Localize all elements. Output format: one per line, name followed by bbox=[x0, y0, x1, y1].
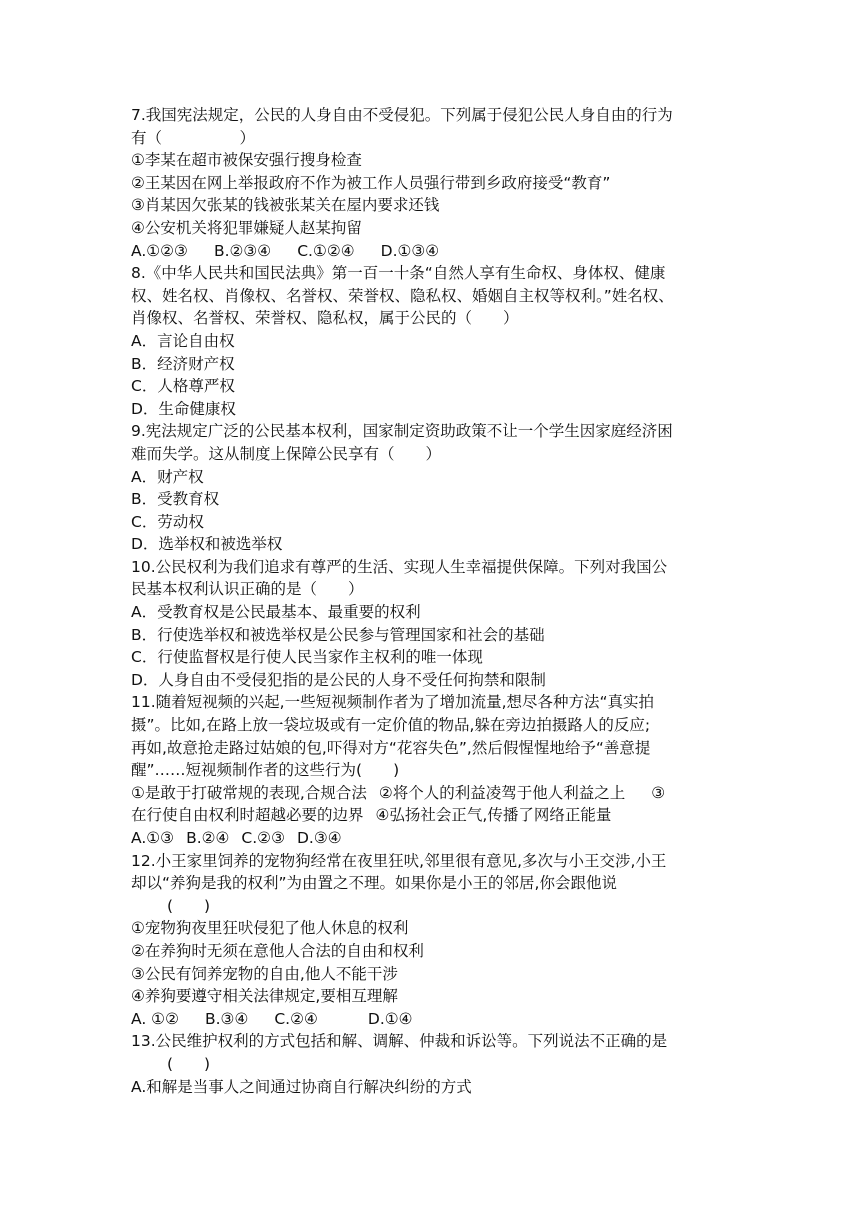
question-7-item: ①李某在超市被保安强行搜身检查 bbox=[131, 151, 362, 170]
option-a: A．受教育权是公民最基本、最重要的权利 bbox=[131, 603, 421, 622]
question-12-item: ③公民有饲养宠物的自由,他人不能干涉 bbox=[131, 964, 398, 983]
question-9-stem: 难而失学。这从制度上保障公民享有（ ） bbox=[131, 444, 442, 463]
option-b: B.③④ bbox=[204, 1009, 249, 1028]
option-b: B．行使选举权和被选举权是公民参与管理国家和社会的基础 bbox=[131, 625, 545, 644]
option-b: B．受教育权 bbox=[131, 490, 220, 509]
item-3: 在行使自由权利时超越必要的边界 bbox=[131, 806, 364, 825]
question-7 bbox=[131, 104, 731, 262]
question-10-stem: 10.公民权利为我们追求有尊严的生活、实现人生幸福提供保障。下列对我国公 bbox=[131, 557, 668, 576]
question-12-item: ②在养狗时无须在意他人合法的自由和权利 bbox=[131, 941, 424, 960]
option-c: C．劳动权 bbox=[131, 512, 204, 531]
question-12-stem bbox=[131, 895, 731, 918]
option-a: A.和解是当事人之间通过协商自行解决纠纷的方式 bbox=[131, 1077, 472, 1096]
option-a: A．言论自由权 bbox=[131, 331, 235, 350]
question-7-item: ②王某因在网上举报政府不作为被工作人员强行带到乡政府接受“教育” bbox=[131, 173, 611, 192]
option-a: A.①②③ bbox=[131, 241, 188, 260]
question-12-options bbox=[131, 1008, 731, 1031]
question-9 bbox=[131, 420, 731, 556]
question-9-stem: 9.宪法规定广泛的公民基本权利，国家制定资助政策不让一个学生因家庭经济困 bbox=[131, 422, 673, 441]
question-11-stem: 再如,故意抢走路过姑娘的包,吓得对方“花容失色”,然后假惺惺地给予“善意提 bbox=[131, 738, 651, 757]
option-b: B.②④ bbox=[186, 829, 230, 847]
question-12-item: ④养狗要遵守相关法律规定,要相互理解 bbox=[131, 987, 398, 1006]
question-12-stem: 12.小王家里饲养的宠物狗经常在夜里狂吠,邻里很有意见,多次与小王交涉,小王 bbox=[131, 851, 667, 870]
question-8-stem: 权、姓名权、肖像权、名誉权、荣誉权、隐私权、婚姻自主权等权利。”姓名权、 bbox=[131, 286, 674, 305]
question-7-item: ③肖某因欠张某的钱被张某关在屋内要求还钱 bbox=[131, 196, 440, 215]
question-8 bbox=[131, 262, 731, 420]
answer-blank: ( ) bbox=[167, 1054, 211, 1073]
option-d: D．选举权和被选举权 bbox=[131, 535, 283, 554]
question-12-item: ①宠物狗夜里狂吠侵犯了他人休息的权利 bbox=[131, 919, 409, 938]
question-11-stem: 摄”。比如,在路上放一袋垃圾或有一定价值的物品,躲在旁边拍摄路人的反应; bbox=[131, 716, 651, 735]
item-4: ④弘扬社会正气,传播了网络正能量 bbox=[375, 806, 612, 825]
question-13-stem: 13.公民维护权利的方式包括和解、调解、仲裁和诉讼等。下列说法不正确的是 bbox=[131, 1032, 668, 1051]
question-11-items bbox=[131, 782, 731, 805]
item-3-marker: ③ bbox=[651, 783, 666, 802]
question-11 bbox=[131, 691, 731, 849]
question-13-stem bbox=[131, 1053, 731, 1076]
answer-blank: ( ) bbox=[167, 896, 211, 915]
option-c: C．人格尊严权 bbox=[131, 377, 235, 396]
option-d: D.①④ bbox=[367, 1009, 413, 1028]
option-d: D.①③④ bbox=[380, 241, 440, 260]
question-12 bbox=[131, 850, 731, 1031]
question-11-items bbox=[131, 804, 731, 827]
option-c: C.①②④ bbox=[297, 241, 355, 260]
option-a: A.①③ bbox=[131, 829, 175, 847]
option-c: C．行使监督权是行使人民当家作主权利的唯一体现 bbox=[131, 648, 483, 667]
question-7-options bbox=[131, 240, 731, 263]
option-d: D.③④ bbox=[296, 829, 342, 847]
option-b: B．经济财产权 bbox=[131, 354, 235, 373]
option-d: D．生命健康权 bbox=[131, 399, 236, 418]
item-2: ②将个人的利益凌驾于他人利益之上 bbox=[378, 783, 626, 802]
option-d: D．人身自由不受侵犯指的是公民的人身不受任何拘禁和限制 bbox=[131, 670, 546, 689]
question-7-stem: 有（ ） bbox=[131, 128, 256, 147]
question-7-stem: 7.我国宪法规定，公民的人身自由不受侵犯。下列属于侵犯公民人身自由的行为 bbox=[131, 106, 673, 124]
question-11-options bbox=[131, 827, 731, 850]
question-13 bbox=[131, 1030, 731, 1098]
option-a: A．财产权 bbox=[131, 467, 204, 486]
question-content bbox=[131, 104, 731, 1098]
question-8-stem: 8.《中华人民共和国民法典》第一百一十条“自然人享有生命权、身体权、健康 bbox=[131, 264, 666, 283]
option-b: B.②③④ bbox=[213, 241, 272, 260]
question-10 bbox=[131, 556, 731, 692]
question-8-stem: 肖像权、名誉权、荣誉权、隐私权，属于公民的（ ） bbox=[131, 309, 519, 328]
question-10-stem: 民基本权利认识正确的是（ ） bbox=[131, 580, 364, 599]
item-1: ①是敢于打破常规的表现,合规合法 bbox=[131, 783, 367, 802]
question-7-item: ④公安机关将犯罪嫌疑人赵某拘留 bbox=[131, 218, 362, 237]
question-11-stem: 醒”……短视频制作者的这些行为( ) bbox=[131, 761, 400, 780]
option-a: A. ①② bbox=[131, 1009, 179, 1028]
question-11-stem: 11.随着短视频的兴起,一些短视频制作者为了增加流量,想尽各种方法“真实拍 bbox=[131, 693, 655, 712]
option-c: C.②③ bbox=[241, 829, 285, 847]
option-c: C.②④ bbox=[274, 1009, 318, 1028]
question-12-stem: 却以“养狗是我的权利”为由置之不理。如果你是小王的邻居,你会跟他说 bbox=[131, 874, 617, 893]
